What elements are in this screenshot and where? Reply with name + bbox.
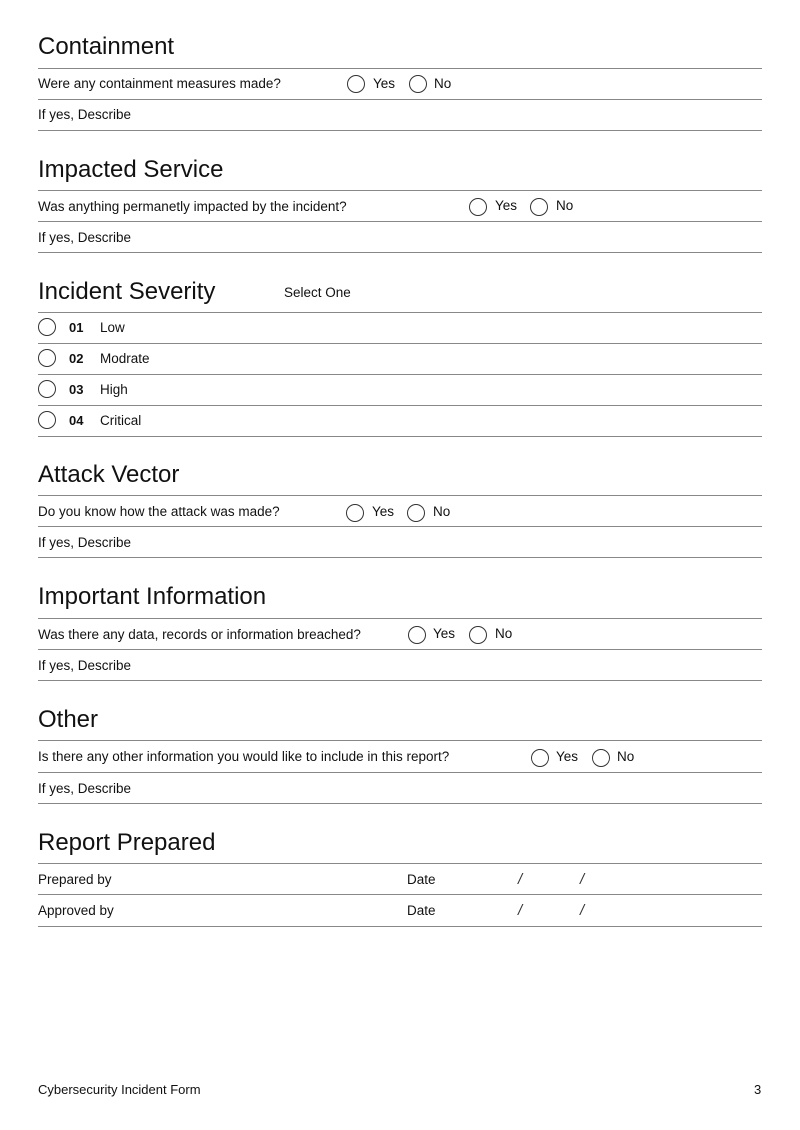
- prepared-date-label: Date: [407, 872, 436, 887]
- severity-hint: Select One: [284, 285, 351, 300]
- divider: [38, 436, 762, 437]
- divider: [38, 190, 762, 191]
- divider: [38, 252, 762, 253]
- attack-describe-field[interactable]: If yes, Describe: [38, 535, 132, 550]
- section-title-other: Other: [38, 706, 99, 733]
- date-separator: /: [580, 871, 585, 888]
- severity-label: Low: [100, 320, 125, 335]
- containment-question: Were any containment measures made?: [38, 76, 281, 91]
- severity-number: 03: [69, 382, 84, 397]
- containment-describe-field[interactable]: If yes, Describe: [38, 107, 132, 122]
- divider: [38, 221, 762, 222]
- impacted-describe-field[interactable]: If yes, Describe: [38, 230, 132, 245]
- attack-no-label: No: [433, 504, 451, 519]
- containment-no-label: No: [434, 76, 452, 91]
- important-no-radio[interactable]: [469, 626, 487, 644]
- divider: [38, 926, 762, 927]
- divider: [38, 312, 762, 313]
- divider: [38, 894, 762, 895]
- severity-number: 02: [69, 351, 84, 366]
- containment-yes-radio[interactable]: [347, 75, 365, 93]
- other-no-label: No: [617, 749, 635, 764]
- divider: [38, 557, 762, 558]
- approved-by-field[interactable]: Approved by: [38, 903, 114, 918]
- containment-no-radio[interactable]: [409, 75, 427, 93]
- divider: [38, 618, 762, 619]
- containment-yes-label: Yes: [373, 76, 396, 91]
- other-question: Is there any other information you would like to include in this report?: [38, 749, 450, 764]
- divider: [38, 803, 762, 804]
- date-separator: /: [518, 902, 523, 919]
- important-yes-label: Yes: [433, 626, 456, 641]
- other-yes-label: Yes: [556, 749, 579, 764]
- severity-label: Modrate: [100, 351, 150, 366]
- page-number: 3: [754, 1082, 762, 1097]
- divider: [38, 526, 762, 527]
- impacted-question: Was anything permanetly impacted by the incident?: [38, 199, 347, 214]
- important-yes-radio[interactable]: [408, 626, 426, 644]
- divider: [38, 374, 762, 375]
- section-title-attack-vector: Attack Vector: [38, 461, 180, 488]
- impacted-yes-radio[interactable]: [469, 198, 487, 216]
- footer-title: Cybersecurity Incident Form: [38, 1082, 201, 1097]
- divider: [38, 99, 762, 100]
- prepared-by-field[interactable]: Prepared by: [38, 872, 112, 887]
- section-title-containment: Containment: [38, 33, 175, 60]
- attack-question: Do you know how the attack was made?: [38, 504, 280, 519]
- other-describe-field[interactable]: If yes, Describe: [38, 781, 132, 796]
- severity-high-radio[interactable]: [38, 380, 56, 398]
- divider: [38, 680, 762, 681]
- divider: [38, 343, 762, 344]
- divider: [38, 772, 762, 773]
- date-separator: /: [518, 871, 523, 888]
- date-separator: /: [580, 902, 585, 919]
- section-title-report-prepared: Report Prepared: [38, 829, 216, 856]
- impacted-no-label: No: [556, 198, 574, 213]
- attack-yes-label: Yes: [372, 504, 395, 519]
- severity-label: High: [100, 382, 128, 397]
- attack-no-radio[interactable]: [407, 504, 425, 522]
- other-no-radio[interactable]: [592, 749, 610, 767]
- divider: [38, 68, 762, 69]
- divider: [38, 863, 762, 864]
- impacted-yes-label: Yes: [495, 198, 518, 213]
- divider: [38, 649, 762, 650]
- important-describe-field[interactable]: If yes, Describe: [38, 658, 132, 673]
- severity-moderate-radio[interactable]: [38, 349, 56, 367]
- severity-label: Critical: [100, 413, 142, 428]
- divider: [38, 405, 762, 406]
- section-title-important-information: Important Information: [38, 583, 267, 610]
- section-title-incident-severity: Incident Severity: [38, 278, 216, 305]
- section-title-impacted-service: Impacted Service: [38, 156, 224, 183]
- severity-low-radio[interactable]: [38, 318, 56, 336]
- divider: [38, 740, 762, 741]
- important-no-label: No: [495, 626, 513, 641]
- divider: [38, 495, 762, 496]
- approved-date-label: Date: [407, 903, 436, 918]
- other-yes-radio[interactable]: [531, 749, 549, 767]
- severity-critical-radio[interactable]: [38, 411, 56, 429]
- severity-number: 01: [69, 320, 84, 335]
- attack-yes-radio[interactable]: [346, 504, 364, 522]
- impacted-no-radio[interactable]: [530, 198, 548, 216]
- divider: [38, 130, 762, 131]
- important-question: Was there any data, records or information breached?: [38, 627, 361, 642]
- severity-number: 04: [69, 413, 84, 428]
